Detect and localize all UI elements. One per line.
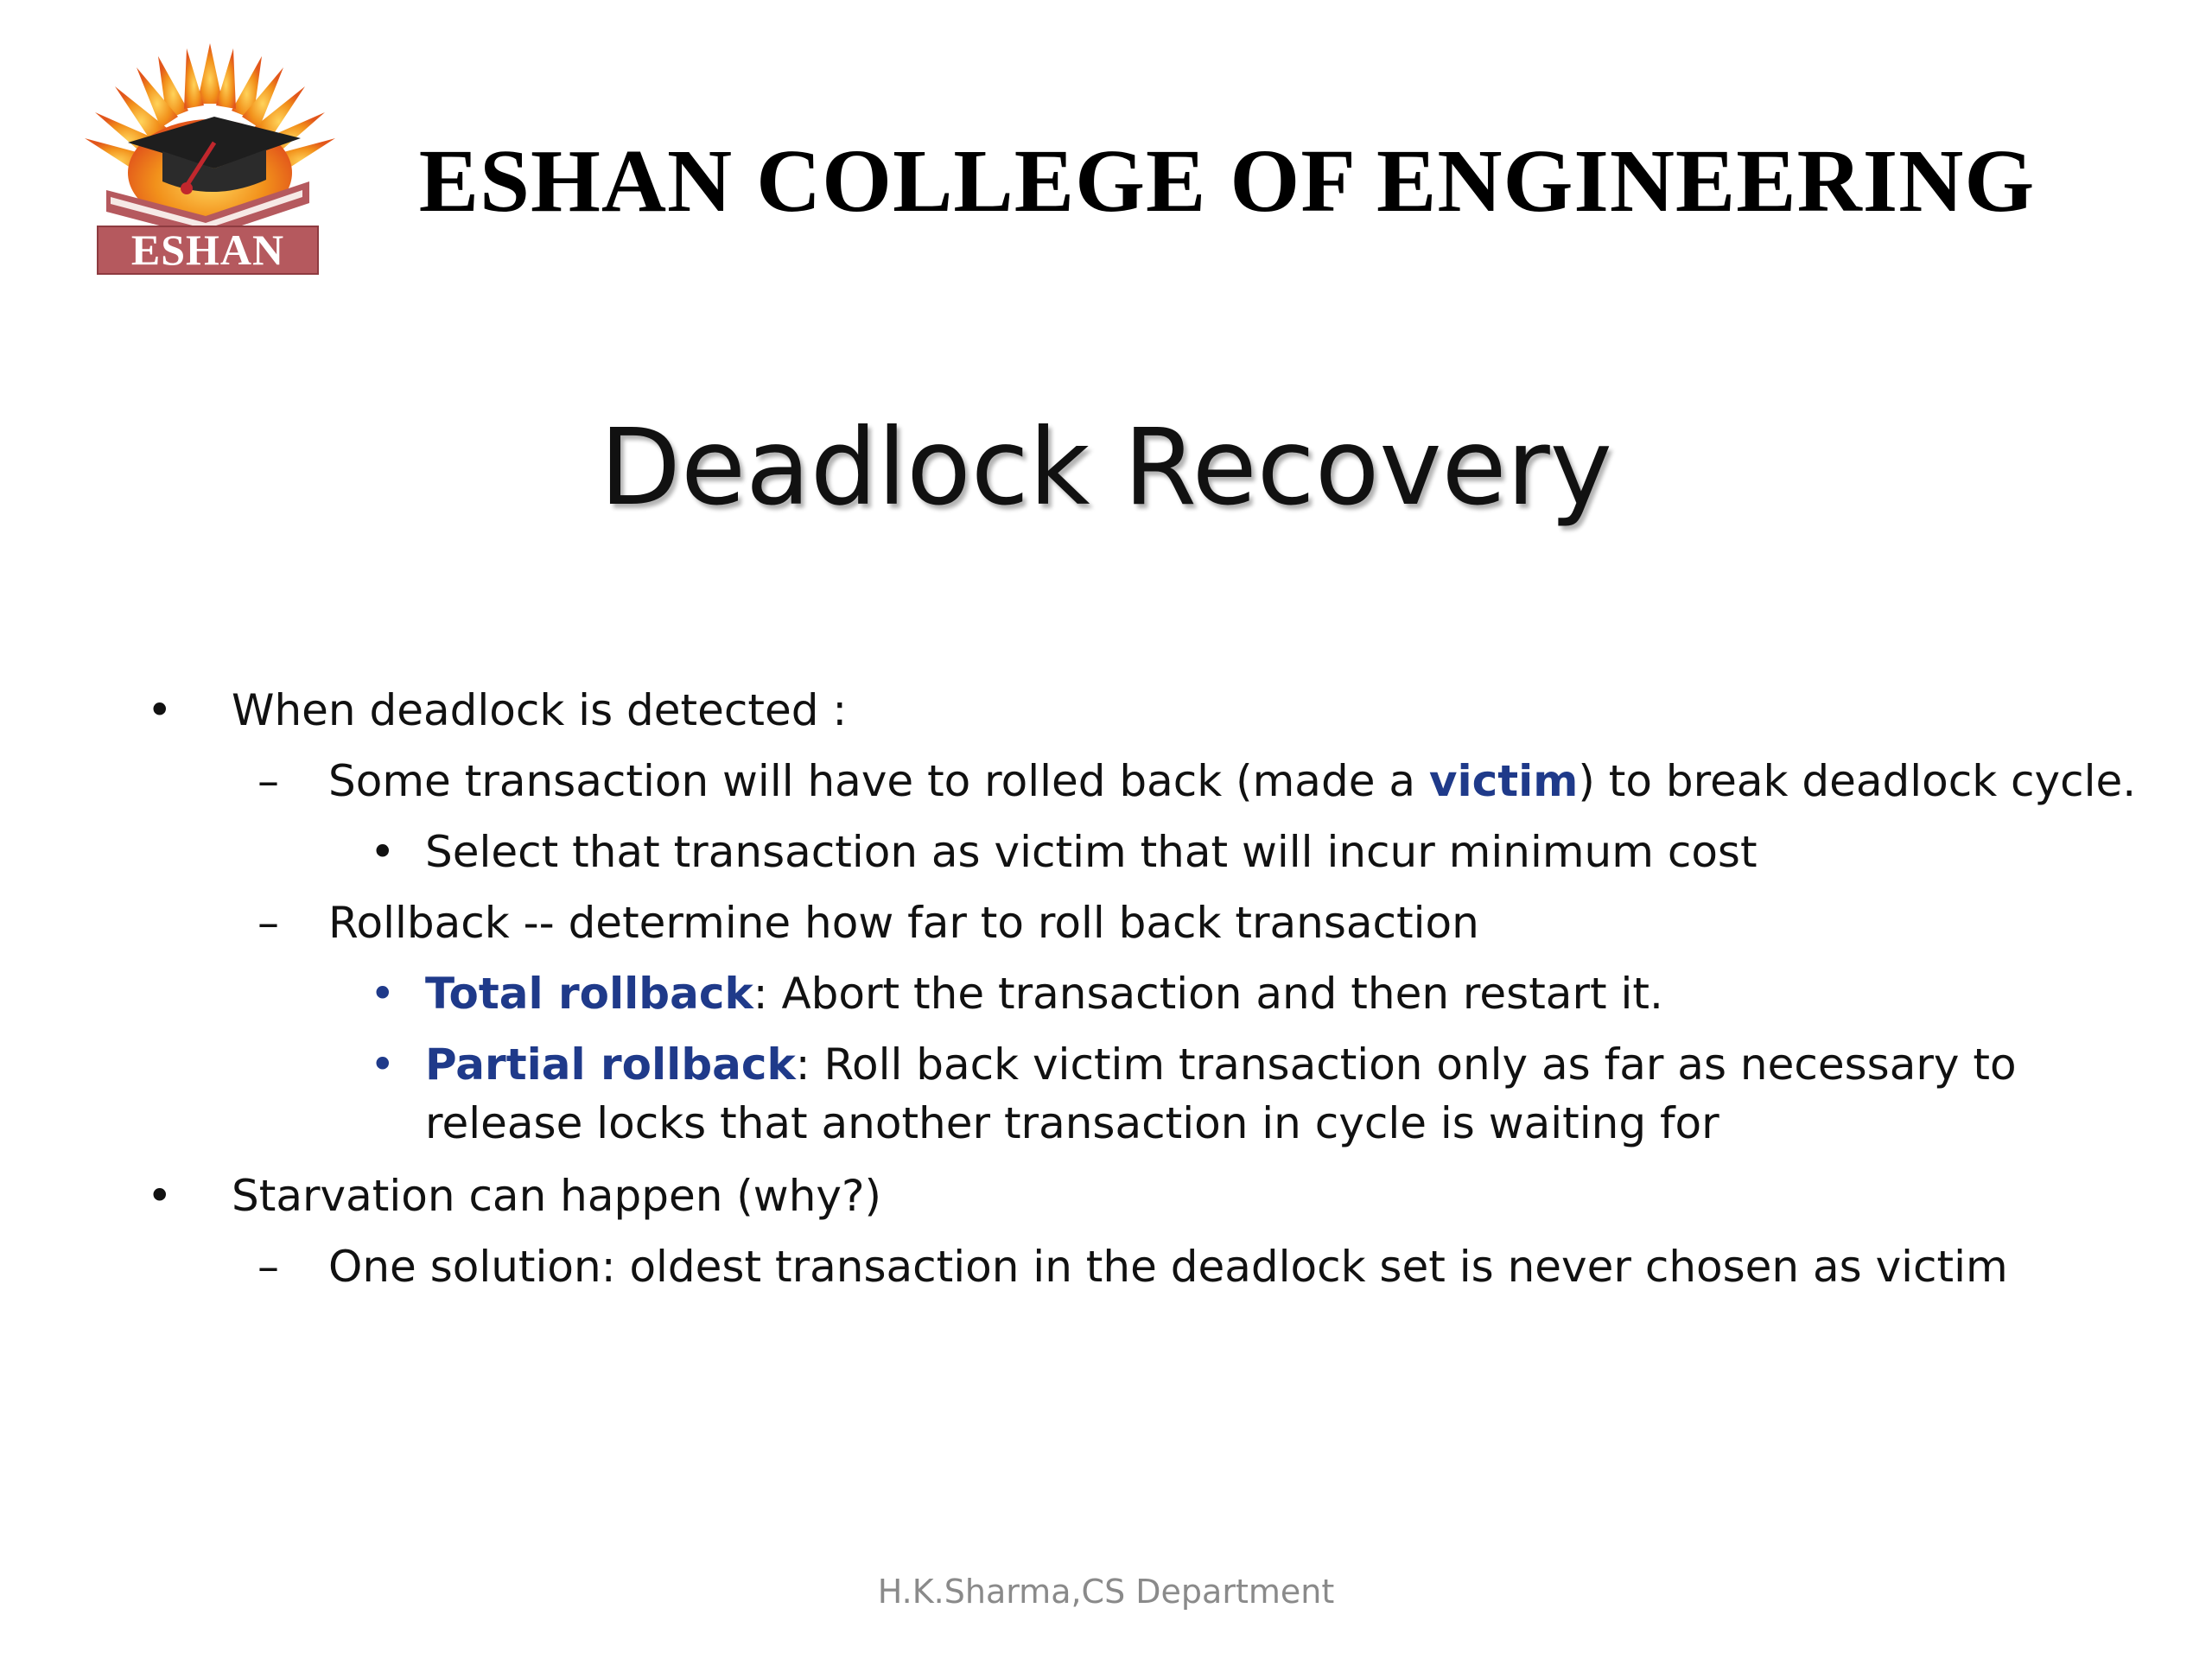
slide-title: Deadlock Recovery bbox=[600, 406, 1612, 529]
highlight-partial-rollback: Partial rollback bbox=[425, 1039, 796, 1090]
slide-footer: H.K.Sharma,CS Department bbox=[877, 1573, 1335, 1611]
sub-item-victim-rollback bbox=[328, 753, 2136, 809]
partial-rollback-continuation: release locks that another transaction in cycle is waiting for bbox=[425, 1098, 1719, 1148]
bullet-marker: • bbox=[147, 1171, 173, 1221]
bullet-item-deadlock-detected: When deadlock is detected : bbox=[232, 685, 848, 735]
sub-item-victim-after: ) to break deadlock cycle. bbox=[1578, 756, 2137, 806]
sub-sub-item-minimum-cost: Select that transaction as victim that will incur minimum cost bbox=[425, 827, 1758, 877]
college-name: ESHAN COLLEGE OF ENGINEERING bbox=[418, 131, 2036, 231]
bullet-marker: • bbox=[370, 1039, 396, 1090]
bullet-item-starvation: Starvation can happen (why?) bbox=[232, 1171, 882, 1221]
bullet-marker: • bbox=[370, 827, 396, 877]
highlight-victim: victim bbox=[1428, 756, 1579, 806]
dash-marker: – bbox=[257, 756, 279, 806]
sub-item-oldest-transaction: One solution: oldest transaction in the deadlock set is never chosen as victim bbox=[328, 1242, 2008, 1292]
dash-marker: – bbox=[257, 898, 279, 948]
highlight-total-rollback: Total rollback bbox=[425, 969, 753, 1019]
sub-sub-item-partial-rollback bbox=[425, 1037, 2017, 1092]
logo-text: ESHAN bbox=[130, 226, 285, 274]
partial-rollback-description: : Roll back victim transaction only as far as necessary to bbox=[795, 1039, 2017, 1090]
total-rollback-description: : Abort the transaction and then restart it. bbox=[753, 969, 1663, 1019]
bullet-marker: • bbox=[147, 685, 173, 735]
sub-item-victim-before: Some transaction will have to rolled back (made a bbox=[328, 756, 1429, 806]
bullet-marker: • bbox=[370, 969, 396, 1019]
sub-item-rollback: Rollback -- determine how far to roll back transaction bbox=[328, 898, 1479, 948]
sub-sub-item-total-rollback bbox=[425, 966, 1663, 1021]
dash-marker: – bbox=[257, 1242, 279, 1292]
